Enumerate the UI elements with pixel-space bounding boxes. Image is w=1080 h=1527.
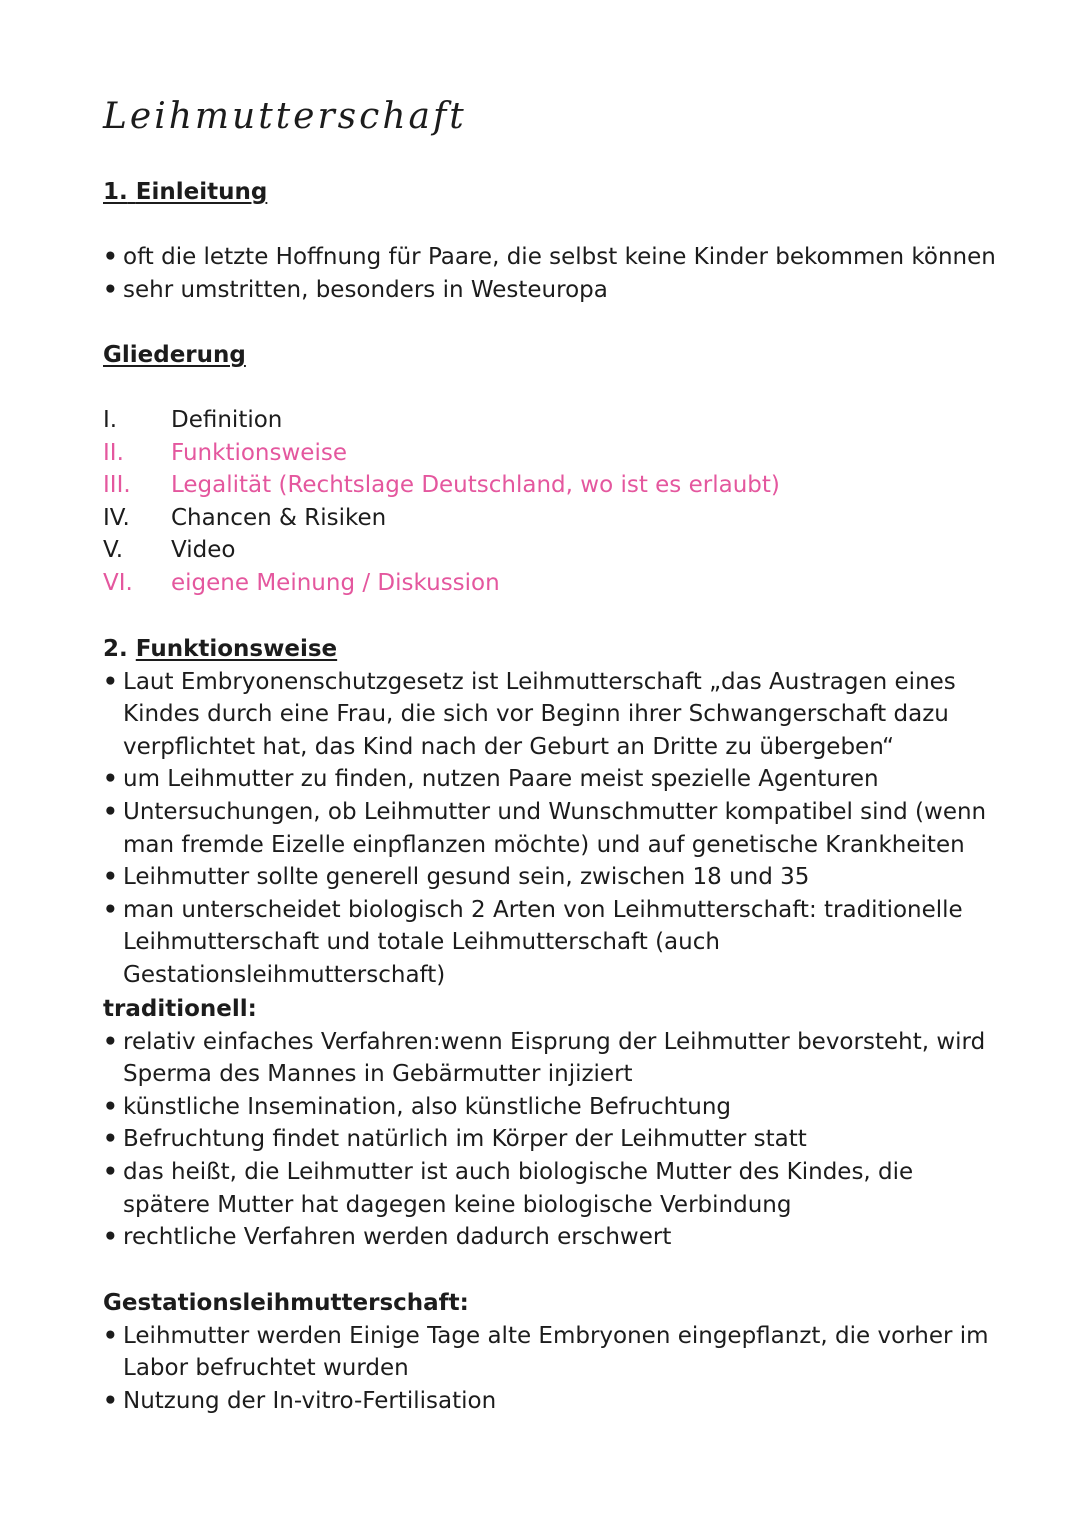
traditional-bullet-list xyxy=(103,1026,1003,1254)
outline-list xyxy=(103,404,1003,600)
outline-item xyxy=(103,502,1003,535)
list-item: • Leihmutter sollte generell gesund sein, zwischen 18 und 35 xyxy=(103,861,1003,894)
list-item: • oft die letzte Hoffnung für Paare, die selbst keine Kinder bekommen können xyxy=(103,241,1003,274)
outline-item-number: VI. xyxy=(103,569,133,596)
list-item: • künstliche Insemination, also künstliche Befruchtung xyxy=(103,1091,1003,1124)
function-heading xyxy=(103,633,1003,666)
intro-bullet-list xyxy=(103,241,1003,306)
list-item: • rechtliche Verfahren werden dadurch erschwert xyxy=(103,1221,1003,1254)
list-item: • das heißt, die Leihmutter ist auch biologische Mutter des Kindes, die spätere Mutter hat dagegen keine biologische Verbindung xyxy=(103,1156,1003,1221)
function-section xyxy=(103,633,1003,992)
outline-item xyxy=(103,534,1003,567)
gestational-section xyxy=(103,1287,1003,1417)
outline-item-number: IV. xyxy=(103,504,130,531)
list-item: • relativ einfaches Verfahren:wenn Eisprung der Leihmutter bevorsteht, wird Sperma des Mannes in Gebärmutter injiziert xyxy=(103,1026,1003,1091)
function-heading-text: Funktionsweise xyxy=(135,636,338,662)
outline-item-number: III. xyxy=(103,472,131,499)
list-item: • man unterscheidet biologisch 2 Arten von Leihmutterschaft: traditionelle Leihmutterschaft und totale Leihmutterschaft (auch Gestationsleihmutterschaft) xyxy=(103,894,1003,992)
outline-item-number: I. xyxy=(103,407,118,433)
list-item: • Nutzung der In-vitro-Fertilisation xyxy=(103,1385,1003,1418)
function-heading-number: 2. xyxy=(103,636,128,662)
outline-item-label: Chancen & Risiken xyxy=(171,504,387,531)
list-item: • Befruchtung findet natürlich im Körper der Leihmutter statt xyxy=(103,1123,1003,1156)
list-item: • Untersuchungen, ob Leihmutter und Wunschmutter kompatibel sind (wenn man fremde Eizelle einpflanzen möchte) und auf genetische Krankheiten xyxy=(103,796,1003,861)
outline-heading xyxy=(103,339,1003,372)
gestational-heading: Gestationsleihmutterschaft: xyxy=(103,1290,469,1316)
outline-item-number: II. xyxy=(103,439,124,466)
gestational-bullet-list xyxy=(103,1320,1003,1418)
list-item: • sehr umstritten, besonders in Westeuropa xyxy=(103,274,1003,307)
outline-item-label: eigene Meinung / Diskussion xyxy=(171,569,500,596)
outline-item-number: V. xyxy=(103,537,124,564)
document-title: Leihmutterschaft xyxy=(103,96,467,137)
outline-heading-text: Gliederung xyxy=(103,342,246,368)
intro-section xyxy=(103,176,1003,209)
outline-item-label: Legalität (Rechtslage Deutschland, wo ist es erlaubt) xyxy=(171,472,780,499)
outline-item xyxy=(103,567,1003,600)
intro-heading xyxy=(103,176,1003,209)
outline-item xyxy=(103,469,1003,502)
list-item: • Leihmutter werden Einige Tage alte Embryonen eingepflanzt, die vorher im Labor befruchtet wurden xyxy=(103,1320,1003,1385)
intro-heading-text: Einleitung xyxy=(135,179,268,205)
traditional-heading: traditionell: xyxy=(103,996,257,1022)
intro-bullets-block xyxy=(103,241,1003,306)
function-bullet-list xyxy=(103,666,1003,992)
outline-item-label: Funktionsweise xyxy=(171,439,347,466)
list-item: • Laut Embryonenschutzgesetz ist Leihmutterschaft „das Austragen eines Kindes durch eine Frau, die sich vor Beginn ihrer Schwangerschaft dazu verpflichtet hat, das Kind nach der Geburt an Dritte zu übergeben“ xyxy=(103,666,1003,764)
outline-item xyxy=(103,404,1003,437)
traditional-section xyxy=(103,993,1003,1254)
outline-item-label: Video xyxy=(171,537,236,564)
intro-heading-number: 1. xyxy=(103,179,128,205)
outline-item xyxy=(103,437,1003,470)
outline-section xyxy=(103,339,1003,372)
list-item: • um Leihmutter zu finden, nutzen Paare meist spezielle Agenturen xyxy=(103,763,1003,796)
outline-item-label: Definition xyxy=(171,407,283,433)
